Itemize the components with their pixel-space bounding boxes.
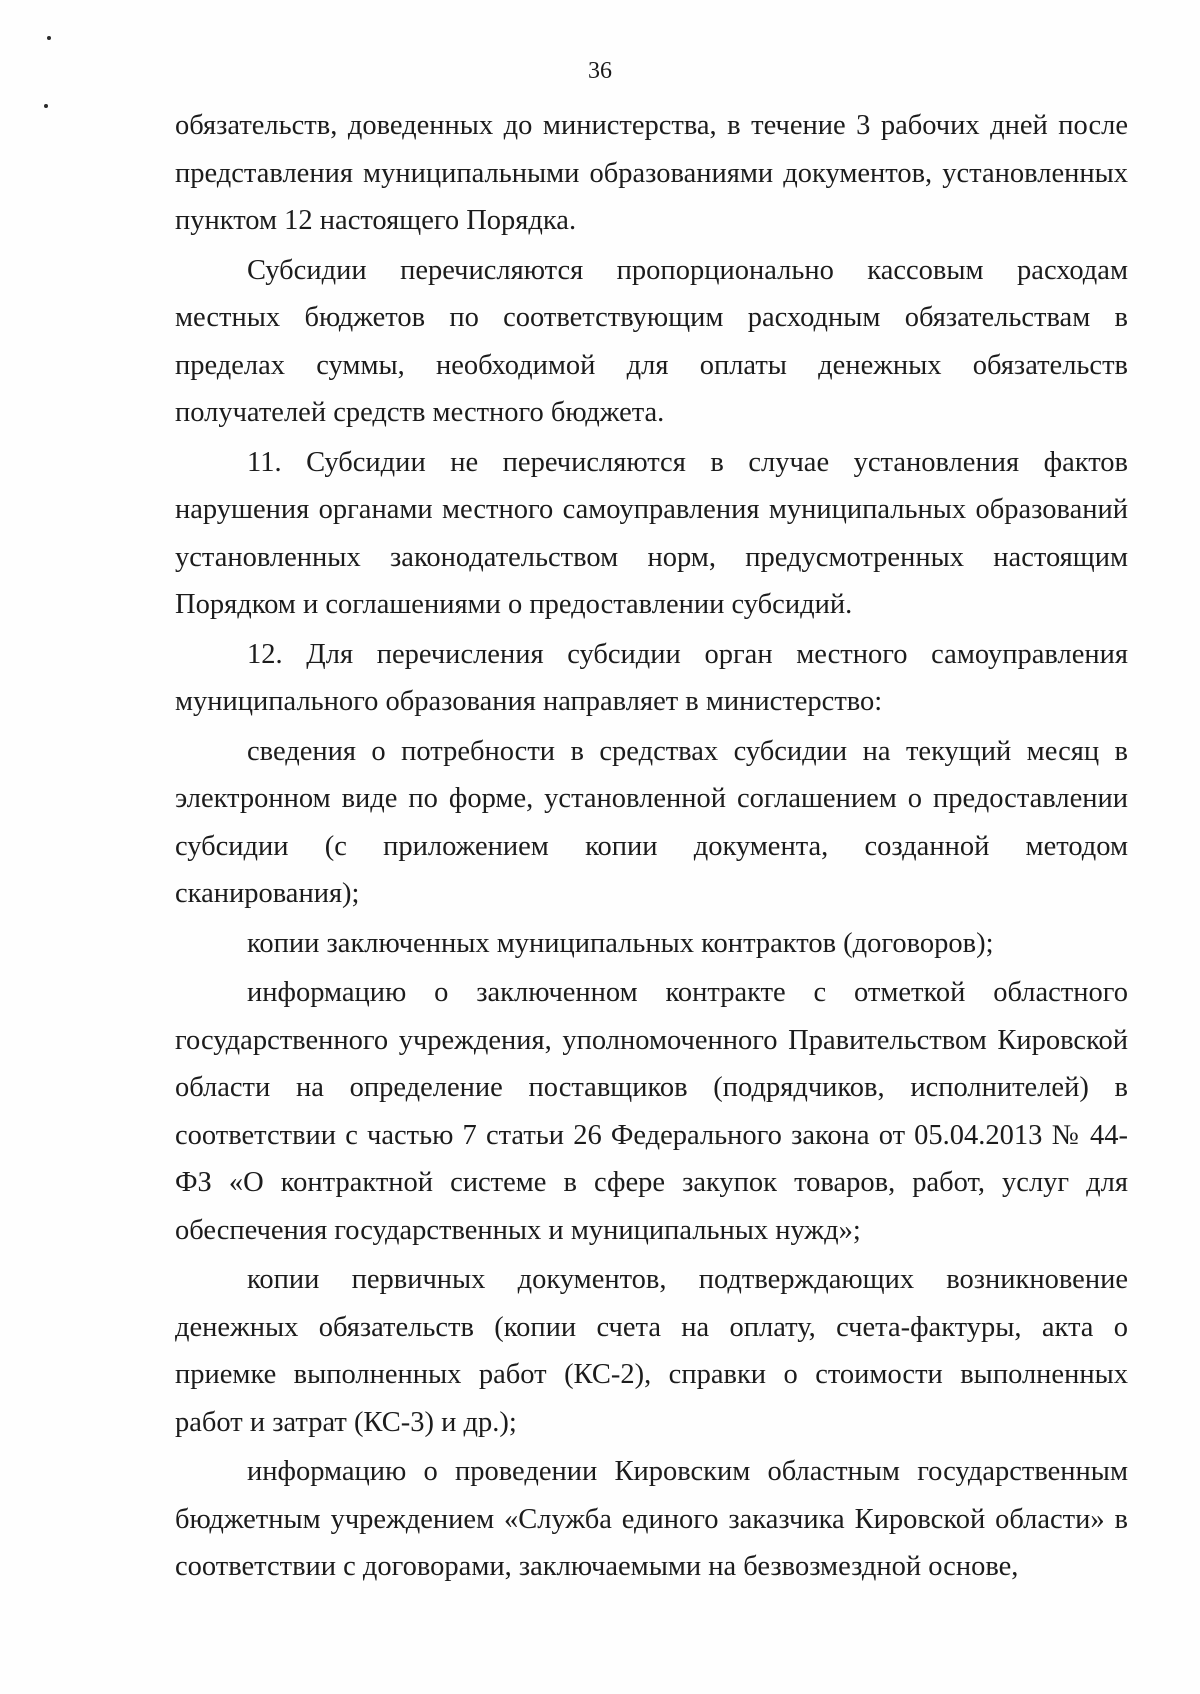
scan-speck bbox=[44, 104, 48, 108]
paragraph-contract-copies: копии заключенных муниципальных контрактов (договоров); bbox=[247, 927, 994, 959]
paragraph-subsidies-transfer: Субсидии перечисляются пропорционально кассовым расходам местных бюджетов по соответствующим расходным обязательствам в пределах суммы, необходимой для оплаты денежных обязательств получателей средств местного бюджета. bbox=[175, 254, 1128, 428]
paragraph-continuation: обязательств, доведенных до министерства, в течение 3 рабочих дней после представления муниципальными образованиями документов, установленных пунктом 12 настоящего Порядка. bbox=[175, 110, 1128, 236]
scan-speck bbox=[47, 36, 51, 40]
document-body bbox=[175, 102, 1128, 1591]
paragraph-demand-info: сведения о потребности в средствах субсидии на текущий месяц в электронном виде по форме, установленной соглашением о предоставлении субсидии (с приложением копии документа, созданной методом сканирования); bbox=[175, 735, 1128, 909]
paragraph-item-11: 11. Субсидии не перечисляются в случае установления фактов нарушения органами местного самоуправления муниципальных образований установленных законодательством норм, предусмотренных настоящим Порядком и соглашениями о предоставлении субсидий. bbox=[175, 446, 1128, 620]
paragraph-contract-info: информацию о заключенном контракте с отметкой областного государственного учреждения, уполномоченного Правительством Кировской области на определение поставщиков (подрядчиков, исполнителей) в соответствии с частью 7 статьи 26 Федерального закона от 05.04.2013 № 44-ФЗ «О контрактной системе в сфере закупок товаров, работ, услуг для обеспечения государственных и муниципальных нужд»; bbox=[175, 977, 1128, 1246]
page-number: 36 bbox=[588, 58, 612, 84]
paragraph-item-12: 12. Для перечисления субсидии орган местного самоуправления муниципального образования направляет в министерство: bbox=[175, 638, 1128, 717]
paragraph-customer-service-info: информацию о проведении Кировским областным государственным бюджетным учреждением «Служба единого заказчика Кировской области» в соответствии с договорами, заключаемыми на безвозмездной основе, bbox=[175, 1456, 1128, 1582]
paragraph-primary-documents: копии первичных документов, подтверждающих возникновение денежных обязательств (копии счета на оплату, счета-фактуры, акта о приемке выполненных работ (КС-2), справки о стоимости выполненных работ и затрат (КС-3) и др.); bbox=[175, 1264, 1128, 1438]
